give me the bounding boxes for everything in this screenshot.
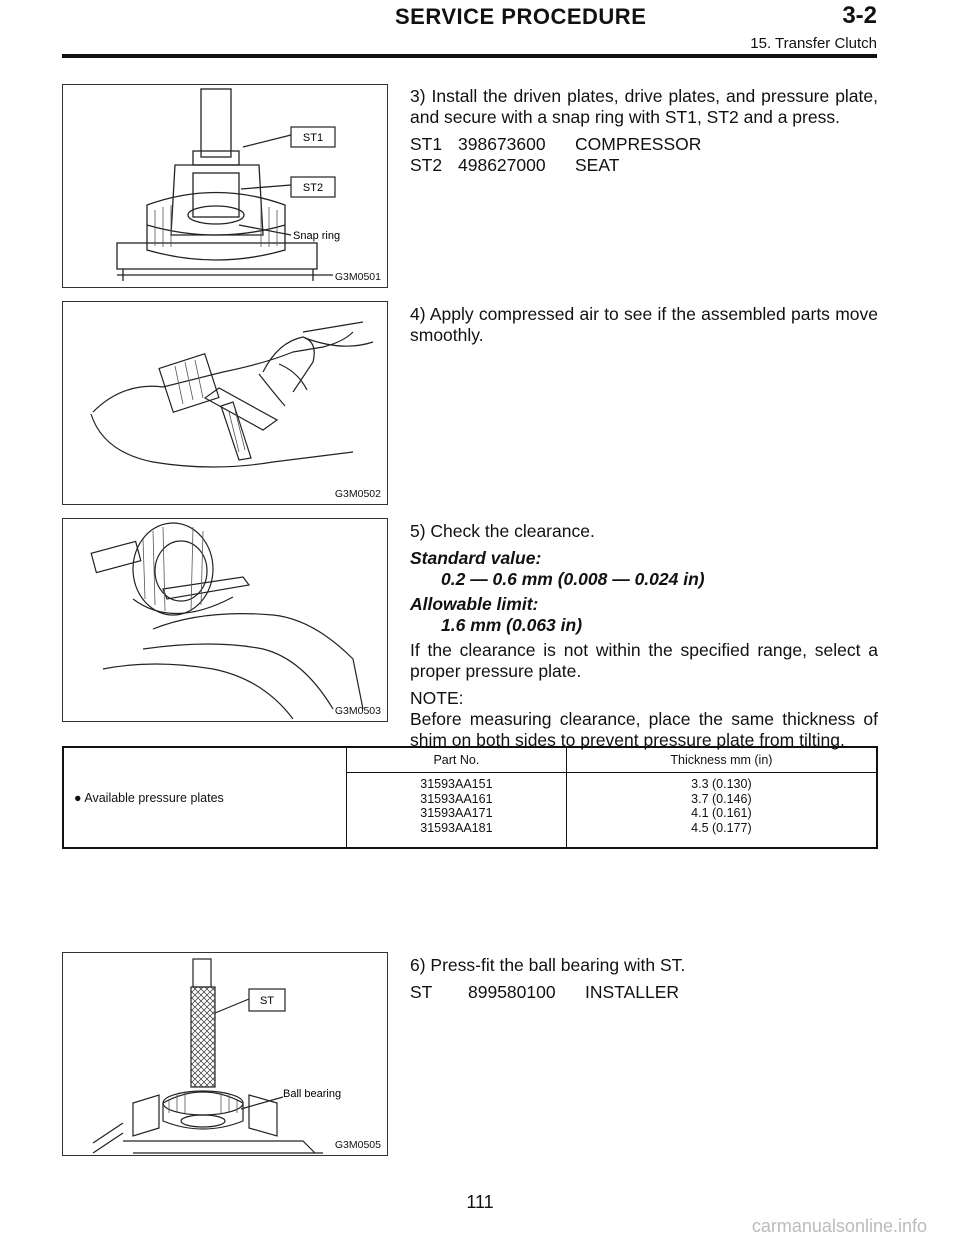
table-cell: 4.1 (0.161): [691, 806, 752, 821]
column-header-thickness: Thickness mm (in): [566, 747, 877, 773]
step-4-text: 4) Apply compressed air to see if the assembled parts move smoothly.: [410, 304, 878, 345]
compressed-air-drawing: [63, 302, 388, 505]
step-5-block: [410, 521, 878, 751]
tool-name: INSTALLER: [585, 982, 680, 1002]
table-cell: 31593AA161: [420, 791, 493, 806]
tool-code: ST2: [410, 155, 443, 175]
page-title: SERVICE PROCEDURE: [395, 4, 647, 29]
step-3-text: 3) Install the driven plates, drive plates, and pressure plate, and secure with a snap ring with ST1, ST2 and a press.: [410, 86, 878, 127]
header-rule: [62, 54, 877, 58]
step-3-block: [410, 86, 878, 176]
table-label-cell: [63, 747, 347, 848]
label-snap-ring: Snap ring: [293, 230, 341, 242]
compressor-drawing: [63, 85, 388, 288]
label-st: ST: [259, 995, 275, 1007]
step-6-block: [410, 955, 878, 1003]
table-label: Available pressure plates: [84, 790, 224, 805]
tool-number: 398673600: [458, 134, 546, 154]
pressure-plates-table: [62, 746, 878, 849]
table-cell: 31593AA171: [420, 806, 493, 821]
label-st2: ST2: [302, 182, 324, 194]
figure-clearance-check: [62, 518, 388, 722]
tool-name: SEAT: [575, 155, 620, 175]
allowable-limit-label: Allowable limit:: [410, 594, 539, 614]
section-subtitle: 15. Transfer Clutch: [750, 35, 877, 52]
part-numbers-cell: [347, 773, 567, 849]
page-number: 111: [466, 1192, 494, 1212]
tool-code: ST: [410, 982, 433, 1002]
figure-compressor: [62, 84, 388, 288]
installer-drawing: [63, 953, 388, 1156]
tool-code: ST1: [410, 134, 443, 154]
tool-number: 498627000: [458, 155, 546, 175]
figure-id: G3M0503: [334, 705, 381, 717]
column-header-part-no: Part No.: [347, 747, 567, 773]
table-cell: 31593AA181: [420, 820, 493, 835]
tool-name: COMPRESSOR: [575, 134, 702, 154]
note-text: Before measuring clearance, place the same thickness of shim on both sides to prevent pressure plate from tilting.: [410, 709, 878, 750]
table-cell: 4.5 (0.177): [691, 820, 752, 835]
standard-value-label: Standard value:: [410, 548, 542, 568]
figure-id: G3M0501: [334, 271, 381, 283]
figure-compressed-air: [62, 301, 388, 505]
step-6-text: 6) Press-fit the ball bearing with ST.: [410, 955, 686, 975]
clearance-instruction: If the clearance is not within the specified range, select a proper pressure plate.: [410, 640, 878, 681]
section-number: 3-2: [842, 2, 877, 29]
tool-row: [410, 134, 878, 155]
table-cell: 3.7 (0.146): [691, 791, 752, 806]
tool-row: [410, 982, 878, 1003]
watermark: carmanualsonline.info: [751, 1216, 927, 1236]
figure-installer: [62, 952, 388, 1156]
label-st1: ST1: [302, 132, 324, 144]
tool-number: 899580100: [468, 982, 556, 1002]
allowable-limit-value: 1.6 mm (0.063 in): [441, 615, 583, 635]
step-5-text: 5) Check the clearance.: [410, 521, 595, 541]
table-cell: 3.3 (0.130): [691, 777, 752, 791]
figure-id: G3M0505: [334, 1139, 381, 1151]
bullet-icon: ●: [74, 790, 82, 805]
note-label: NOTE:: [410, 688, 464, 708]
tool-row: [410, 155, 878, 176]
standard-value: 0.2 — 0.6 mm (0.008 — 0.024 in): [441, 569, 705, 589]
clearance-drawing: [63, 519, 388, 722]
figure-id: G3M0502: [334, 488, 381, 500]
thickness-cell: [566, 773, 877, 849]
table-cell: 31593AA151: [420, 777, 493, 791]
label-ball-bearing: Ball bearing: [283, 1088, 342, 1100]
step-4-block: [410, 304, 878, 352]
